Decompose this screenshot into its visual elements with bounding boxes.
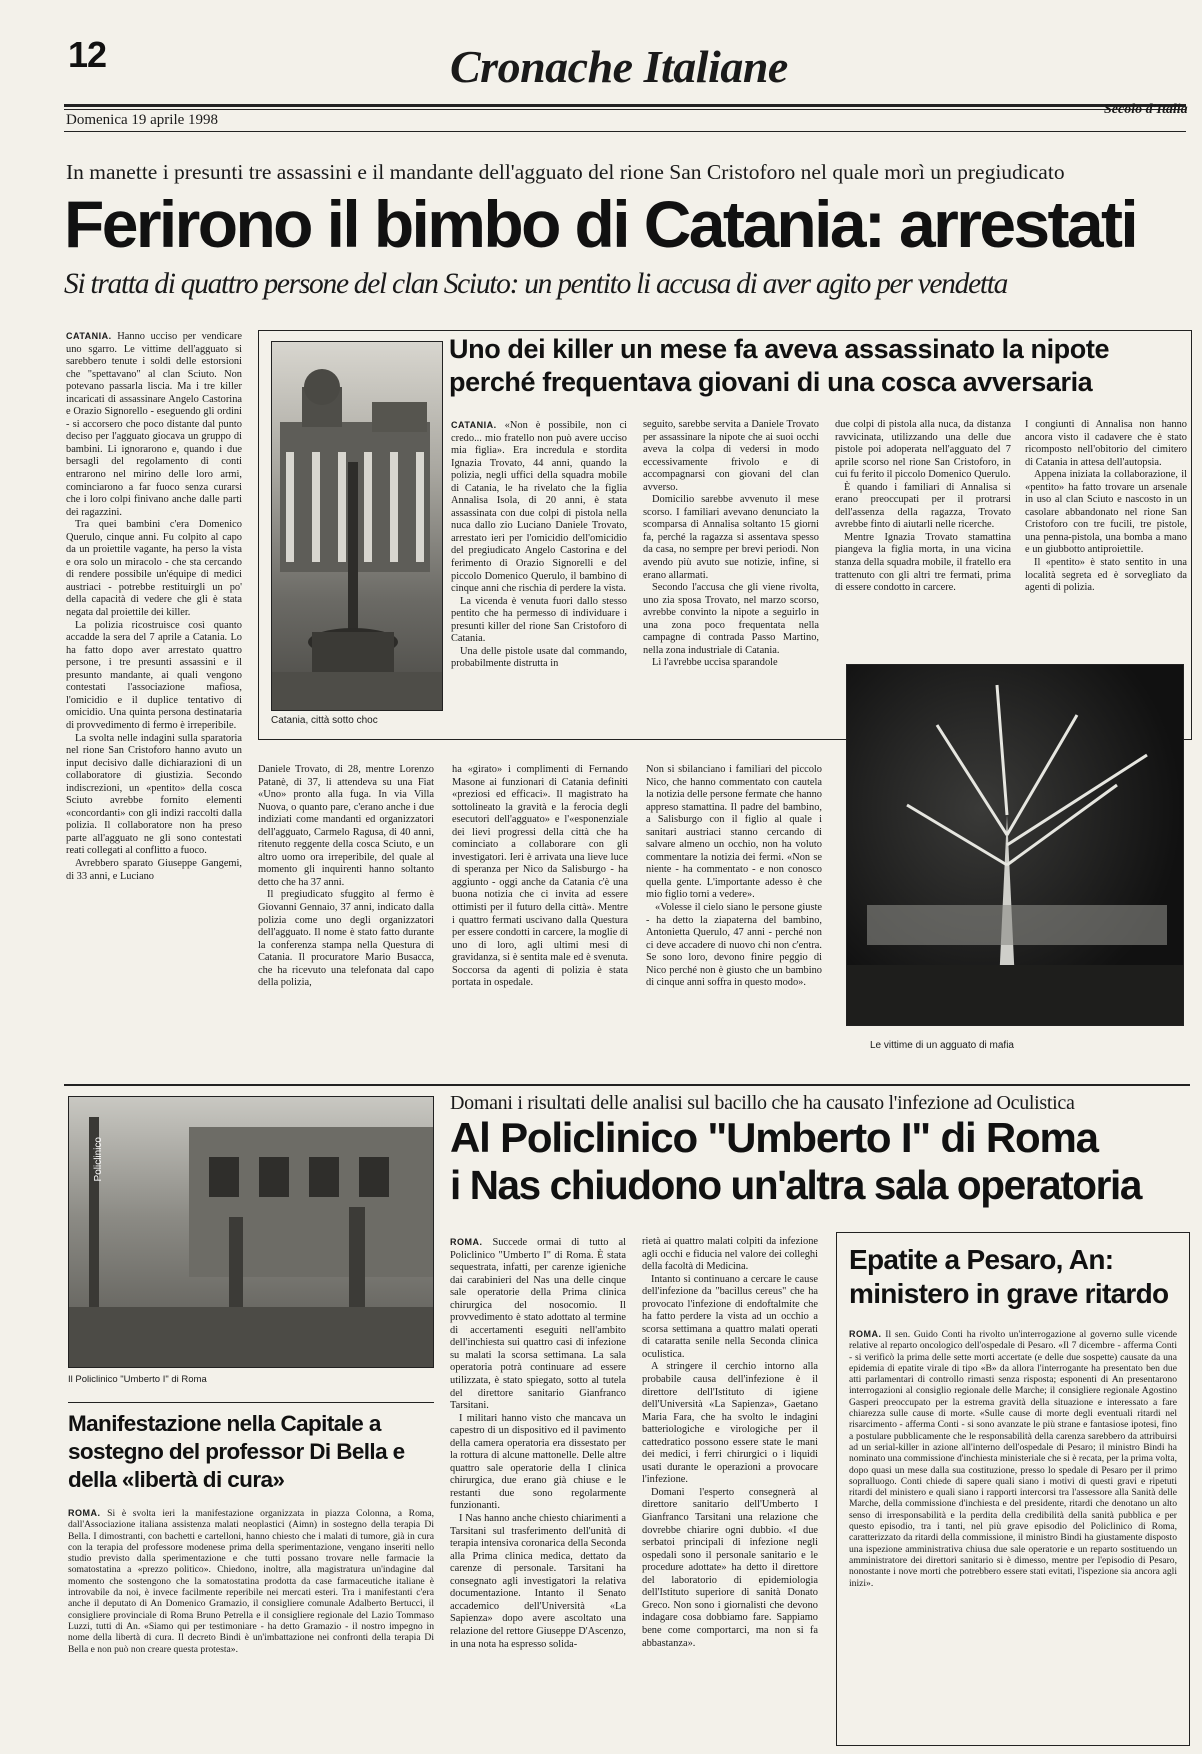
paragraph: Intanto si continuano a cercare le cause dell'infezione da "bacillus cereus" che ha provocato l'infezione di endoftalmite che ha fatto perdere la vista ad un occhio a scorsa settimana a quattro malati operati di cataratta senile nella Seconda clinica oculistica. [642, 1273, 818, 1360]
paragraph: Tra quei bambini c'era Domenico Querulo, cinque anni. Fu colpito al capo da un proiettile vagante, ha perso la vista e ora solo un miracolo - che sta cercando di rendere possibile un'équipe di medici austriaci - potrebbe restituirgli un po' della capacità di vedere che gli è stata negata dal proiettile dei killer. [66, 519, 242, 619]
newspaper-name: Secolo d'Italia [1104, 102, 1188, 117]
box-col4 [1025, 419, 1187, 671]
masthead-rule-thin [64, 109, 1186, 110]
paragraph: Appena iniziata la collaborazione, il «pentito» ha fatto trovare un arsenale in uso al clan Sciuto e nascosto in un casolare abbandonato nel rione San Cristoforo con tre fucili, tre pistole, una penna-pistola, una bomba a mano e un giubbotto antiproiettile. [1025, 469, 1187, 556]
paragraph: Una delle pistole usate dal commando, probabilmente distrutta in [451, 645, 627, 670]
dibella-headline: Manifestazione nella Capitale a sostegno del professor Di Bella e della «libertà di cura» [68, 1411, 405, 1492]
paragraph: «Volesse il cielo siano le persone giuste - ha detto la ziapaterna del bambino, Antonietta Querulo, 47 anni - perché non ci deve accadere di nuovo chi non c'entra. Se sono loro, devono finire peggio di Nico perché non è giusto che un bambino di cinque anni soffra in questo modo». [646, 902, 822, 989]
paragraph: «Non è possibile, non ci credo... mio fratello non può avere ucciso mia figlia». Era incredula e stordita Ignazia Trovato, 44 anni, quando la polizia, negli uffici della squadra mobile di Catania, le ha rivelato che la figlia Annalisa Isola, di 20 anni, è stata assassinata con due colpi di pistola nella nuca dallo zio Luciano Daniele Trovato, arrestato ieri per l'omicidio dell'omicidio del pregiudicato Angelo Castorina e del ferimento di Orazio Signorelli e del piccolo Domenico Querulo, il bambino di cinque anni che rischia di perdere la vista. [451, 420, 627, 595]
top-story-kicker: In manette i presunti tre assassini e il mandante dell'agguato del rione San Cristoforo nel quale morì un pregiudicato [66, 160, 1065, 184]
paragraph: Lì l'avrebbe uccisa sparandole [652, 657, 778, 669]
dateline: CATANIA. [66, 331, 112, 341]
top-story-col1 [66, 330, 242, 1062]
paragraph: Non si sbilanciano i familiari del piccolo Nico, che hanno commentato con cautela la notizia delle persone fermate che hanno appreso stamattina. Il padre del bambino, a Salisburgo con il figlio al quale i sanitari austriaci stanno cercando di salvare almeno un occhio, non ha voluto commentare la notizia dei fermi. «Non se niente - ha commentato - e non conosco quella gente. L'importante adesso è che mio figlio torni a vedere». [646, 764, 822, 901]
paragraph: Avrebbero sparato Giuseppe Gangemi, di 33 anni, e Luciano [66, 857, 242, 882]
paragraph: Il «pentito» è stato sentito in una località segreta ed è sorvegliato da agenti di polizia. [1025, 557, 1187, 594]
policlinico-col1 [450, 1236, 626, 1742]
policlinico-kicker: Domani i risultati delle analisi sul bacillo che ha causato l'infezione ad Oculistica [450, 1092, 1075, 1114]
paragraph: ha «girato» i complimenti di Fernando Masone ai funzionari di Catania definiti «preziosi ed efficaci». Il magistrato ha sottolineato la gravità e la ferocia degli esecutori dell'agguato» e l'«esponenziale dei lievi progressi della città che ha cominciato a collaborare con gli investigatori. Ieri è arrivata una lieve luce di speranza per Nico da Salisburgo - ha aggiunto - oggi anche da Catania c'è una buona notizia che ci invita ad essere ottimisti per il futuro della città». Mentre i quattro fermati uscivano dalla Questura per essere condotti in carcere, la moglie di uno di loro, agli ultimi mesi di gravidanza, si è sentita male ed è svenuta. Soccorsa da agenti di polizia è stata portata in ospedale. [452, 764, 628, 989]
policlinico-col2 [642, 1236, 818, 1742]
cathedral-illustration [272, 342, 442, 710]
killer-box-headline: Uno dei killer un mese fa aveva assassinato la nipote perché frequentava giovani di una cosca avversaria [449, 334, 1110, 397]
paragraph: Si è svolta ieri la manifestazione organizzata in piazza Colonna, a Roma, dall'Associazione italiana assistenza malati neoplastici (Aimn) in sostegno della terapia Di Bella. I dimostranti, con bachetti e cartelloni, hanno chiesto che i malati di tumore, già in cura con la terapia del professore modenese prima della sperimentazione, vengano inseriti nello studio previsto dalla sperimentazione e che tutti possano trovare nelle farmacie la somatostatina a «prezzo politico». Chiedono, inoltre, alla magistratura un'indagine dal momento che sostengono che la somatostatina prodotta da case farmaceutiche italiane è introvabile da noi, è invece facilmente reperibile nei mercati esteri. Tra i manifestanti c'era anche il deputato di An Domenico Gramazio, il consigliere comunale Adalberto Bertucci, il consigliere provinciale di Roma Bruno Petrella e il consigliere regionale del Lazio Tommaso Luzzi, tutti di An. «Siamo qui per testimoniare - ha detto Gramazio - il nostro impegno in nome della libertà di cura. Il decreto Bindi è un'imbattazione nei confronti della terapia Di Bella e non può non creare questa protesta». [68, 1508, 434, 1655]
top-story-subhead: Si tratta di quattro persone del clan Sciuto: un pentito li accusa di aver agito per vendetta [64, 268, 1008, 300]
paragraph: La polizia ricostruisce così quanto accadde la sera del 7 aprile a Catania. Lo ha fatto dopo aver arrestato quattro persone, i tre presunti assassini e il presunto mandante, ai quali vengono contestati l'associazione mafiosa, l'omicidio e il duplice tentativo di omicidio. Una quinta persona destinataria di provvedimento di fermo è irreperibile. [66, 619, 242, 731]
paragraph: Mentre Ignazia Trovato stamattina piangeva la figlia morta, in una vicina stanza della squadra mobile, il fratello era trattenuto con gli altri tre fermati, prima di essere condotto in carcere. [835, 531, 1011, 594]
paragraph: La svolta nelle indagini sulla sparatoria nel rione San Cristoforo hanno avuto un input decisivo dalle dichiarazioni di un collaboratore di giustizia. Secondo indiscrezioni, un «pentito» della cosca Sciuto avrebbe fornito elementi «concordanti» con gli indizi raccolti dalla polizia. Il collaboratore non ha preso parte all'agguato ne gli sono contestati reati collegati al conflitto a fuoco. [66, 732, 242, 857]
catania-photo [271, 341, 443, 711]
hospital-gate-illustration [69, 1097, 433, 1367]
paragraph: seguito, sarebbe servita a Daniele Trovato per assassinare la nipote che ai suoi occhi aveva la colpa di vedersi in modo eccessivamente frivolo e di accompagnarsi con giovani del clan avverso. [643, 419, 819, 493]
dibella-rule [68, 1402, 434, 1403]
policlinico-photo [68, 1096, 434, 1368]
mafia-victims-photo [846, 664, 1184, 1026]
dibella-body [68, 1508, 434, 1742]
pesaro-body [849, 1329, 1177, 1737]
section-title: Cronache Italiane [450, 41, 788, 92]
mafia-victims-caption: Le vittime di un agguato di mafia [870, 1040, 1014, 1051]
top-story-col2 [258, 764, 434, 1062]
paragraph: rietà ai quattro malati colpiti da infezione agli occhi e fiducia nel valore dei colleghi della facoltà di Medicina. [642, 1236, 818, 1273]
dateline: ROMA. [68, 1508, 101, 1518]
paragraph: I Nas hanno anche chiesto chiarimenti a Tarsitani sul trasferimento dell'unità di terapia intensiva coronarica della Seconda alla Prima clinica medica, dettato da carenze di personale. Tarsitani ha consegnato agli investigatori la relativa documentazione. Intanto il Senato accademico dell'Università «La Sapienza» dopo avere ascoltato una relazione del rettore Giuseppe D'Ascenzo, in una nota ha espresso solida- [450, 1513, 626, 1650]
paragraph: Secondo l'accusa che gli viene rivolta, uno zia sposa Trovato, nel marzo scorso, avrebbe convinto la nipote a seguirlo in una zona poco frequentata nella campagne di contrada Passo Martino, nella zona industriale di Catania. [643, 582, 819, 656]
paragraph: A stringere il cerchio intorno alla probabile causa dell'infezione è il direttore dell'Istituto di igiene dell'Università «La Sapienza», Gaetano Maria Fara, che ha svolto le indagini batteriologiche e virologiche per il cattedratico possono essere state le mani dei medici, i ferri chirurgici o i liquidi usati durante le operazioni a provocare l'infezione. [642, 1361, 818, 1486]
pesaro-headline: Epatite a Pesaro, An: ministero in grave ritardo [849, 1244, 1169, 1309]
top-story-headline: Ferirono il bimbo di Catania: arrestati [64, 187, 1137, 261]
night-street-illustration [847, 665, 1183, 1025]
paragraph: Hanno ucciso per vendicare uno sgarro. Le vittime dell'agguato si sarebbero tenute i soldi delle estorsioni che "spettavano" al clan Sciuto. Non potevano passarla liscia. Ma i tre killer incaricati di assassinare Angelo Castorina e Orazio Signorello - eseguendo gli ordini - si accorsero che poco distante dal punto deciso per l'agguato giocava un gruppo di bambini. Li ignorarono e, quando i due bersagli del regolamento di conti entrarono nel mirino delle loro armi, cominciarono a far fuoco senza curarsi che i loro colpi finivano anche dalle parti dei ragazzini. [66, 331, 242, 518]
page-number: 12 [68, 34, 107, 75]
policlinico-caption: Il Policlinico "Umberto I" di Roma [68, 1374, 207, 1385]
dateline: ROMA. [849, 1329, 882, 1339]
paragraph: Il sen. Guido Conti ha rivolto un'interrogazione al governo sulle vicende relative al reparto oncologico dell'ospedale di Pesaro. «Il 7 dicembre - afferma Conti - si verificò la prima delle sette morti accertate (e delle due sospette) causate da una epidemia di epatite virale di tipo «B» da allora l'interrogante ha presentato ben due atti parlamentari di controllo rimasti senza risposta; esponenti di An presentarono interrogazioni al consiglio regionale delle Marche; il consigliere regionale Agostino Gasperi preoccupato per la estrema gravità della situazione e interessato a fare chiarezza sulle cause di morte. «Sulle cause di morte degli eventuali ritardi nel risarcimento - afferma Conti - si sono avanzate le più strane e fantasiose ipotesi, fino a postulare pubblicamente che le responsabilità della carenza sarebbero da attribuirsi ad un serial-killer in azione all'interno dell'ospedale di Pesaro; il ministro Bindi ha nominato una commissione d'inchiesta ministeriale che si è recata, per la prima volta, dopo quasi un mese dalla sua costituzione, presso lo spedale di Pesaro per il primo sopralluogo. Conti chiede di sapere quali siano i motivi di questi gravi e ripetuti ritardi del ministero e quali siano i rapporti intercorsi tra l'assessore alla Sanità delle Marche, della commissione d'inchiesta e del presidente, ritardi che denotano un alto senso di irresponsabilità e la perdita della credibilità della sanità pubblica e per questo episodio, tra i tanti, nel più grave episodio del Policlinico di Roma, caratterizzato da ritardi della commissione, il ministro Bindi ha giustamente disposto una ispezione amministrativa chiusa due sale operatorie e un reparto sostituendo un amministratore dei direttori sanitario si è dimesso, mentre per l'episodio di Pesaro, nonostante i nove morti che potrebbero essere stati evitati, l'ispezione sia ancora agli inizi». [849, 1329, 1177, 1589]
paragraph: Succede ormai di tutto al Policlinico "Umberto I" di Roma. È stata sequestrata, infatti, per carenze igieniche dai carabinieri del Nas una delle cinque sale operatorie della Prima clinica chirurgica del nosocomio. Il provvedimento è stato adottato al termine di accertamenti eseguiti nell'ambito dell'inchiesta sui quattro casi di infezione su malati la scorsa settimana. La sala operatoria potrà continuare ad essere utilizzata, è stato spiegato, sotto al tutela del direttore sanitario Gianfranco Tarsitani. [450, 1237, 626, 1412]
paragraph: Domicilio sarebbe avvenuto il mese scorso. I familiari avevano denunciato la scomparsa di Annalisa soltanto 15 giorni fa, perché la ragazza si assentava spesso da casa, no sempre per brevi periodi. Non avendo più avuto sue notizie, infine, si erano allarmati. [643, 494, 819, 581]
paragraph: Domani l'esperto consegnerà al direttore sanitario dell'Umberto I Gianfranco Tarsitani una relazione che dovrebbe chiarire ogni dubbio. «I due serbatoi principali di infezione negli ospedali sono il personale sanitario e le procedure adottate» ha detto il direttore del laboratorio di epidemiologia dell'Istituto superiore di sanità Donato Greco. Non sono i giornalisti che devono indagare cosa dobbiamo fare. Sappiamo bene come comportarci, ma non si fa abbastanza». [642, 1486, 818, 1649]
dateline: ROMA. [450, 1237, 483, 1247]
policlinico-headline-2: i Nas chiudono un'altra sala operatoria [450, 1162, 1141, 1208]
paragraph: Il pregiudicato sfuggito al fermo è Giovanni Gennaio, 37 anni, indicato dalla polizia come uno degli organizzatori dell'agguato. Il nome è stato fatto durante la conferenza stampa nella Questura di Catania. Il procuratore Mario Busacca, che ha ricevuto una telefonata dal capo della polizia, [258, 889, 434, 989]
masthead-rule-bottom [64, 131, 1186, 132]
section-divider [64, 1084, 1190, 1086]
box-col1 [451, 419, 627, 727]
policlinico-headline-1: Al Policlinico "Umberto I" di Roma [450, 1114, 1098, 1161]
policlinico-sign: Policlinico [93, 1137, 104, 1182]
masthead-rule [64, 104, 1186, 107]
box-col3 [835, 419, 1011, 649]
paragraph: La vicenda è venuta fuori dallo stesso pentito che ha permesso di individuare i presunti killer del rione San Cristoforo di Catania. [451, 595, 627, 645]
pesaro-box [836, 1232, 1190, 1746]
box-col2 [643, 419, 819, 727]
paragraph: È quando i familiari di Annalisa si erano preoccupati per il protrarsi dell'assenza della ragazza, Trovato avrebbe finto di aiutarli nelle ricerche. [835, 481, 1011, 531]
paragraph: Daniele Trovato, di 28, mentre Lorenzo Patanè, di 37, li attendeva su una Fiat «Uno» pronto alla fuga. In via Villa Nuova, o quanto pare, c'erano anche i due indiziati come mandanti ed organizzatori dell'agguato, Carmelo Ragusa, di 40 anni, ritenuto reggente della cosca Sciuto, e un altro uomo ora irreperibile, del quale al momento gli inquirenti hanno soltanto detto che ha 37 anni. [258, 764, 434, 888]
paragraph: I congiunti di Annalisa non hanno ancora visto il cadavere che è stato ricomposto nell'obitorio del cimitero di Catania in attesa dell'autopsia. [1025, 419, 1187, 468]
top-story-col3 [452, 764, 628, 1062]
top-story-col4 [646, 764, 822, 1062]
dateline: CATANIA. [451, 420, 497, 430]
catania-photo-caption: Catania, città sotto choc [271, 715, 378, 726]
issue-date: Domenica 19 aprile 1998 [66, 112, 219, 128]
paragraph: I militari hanno visto che mancava un capestro di un dispositivo ed il pavimento della camera operatoria era dissestato per la rottura di alcune mattonelle. Delle altre quattro sale operatorie della I clinica chirurgica, due erano già chiuse e le restanti due sono regolarmente funzionanti. [450, 1412, 626, 1512]
paragraph: due colpi di pistola alla nuca, da distanza ravvicinata, utilizzando una delle due pistole poi adoperata nell'agguato del 7 aprile scorso nel rione San Cristoforo, in cui fu ferito il piccolo Domenico Querulo. [835, 419, 1011, 481]
